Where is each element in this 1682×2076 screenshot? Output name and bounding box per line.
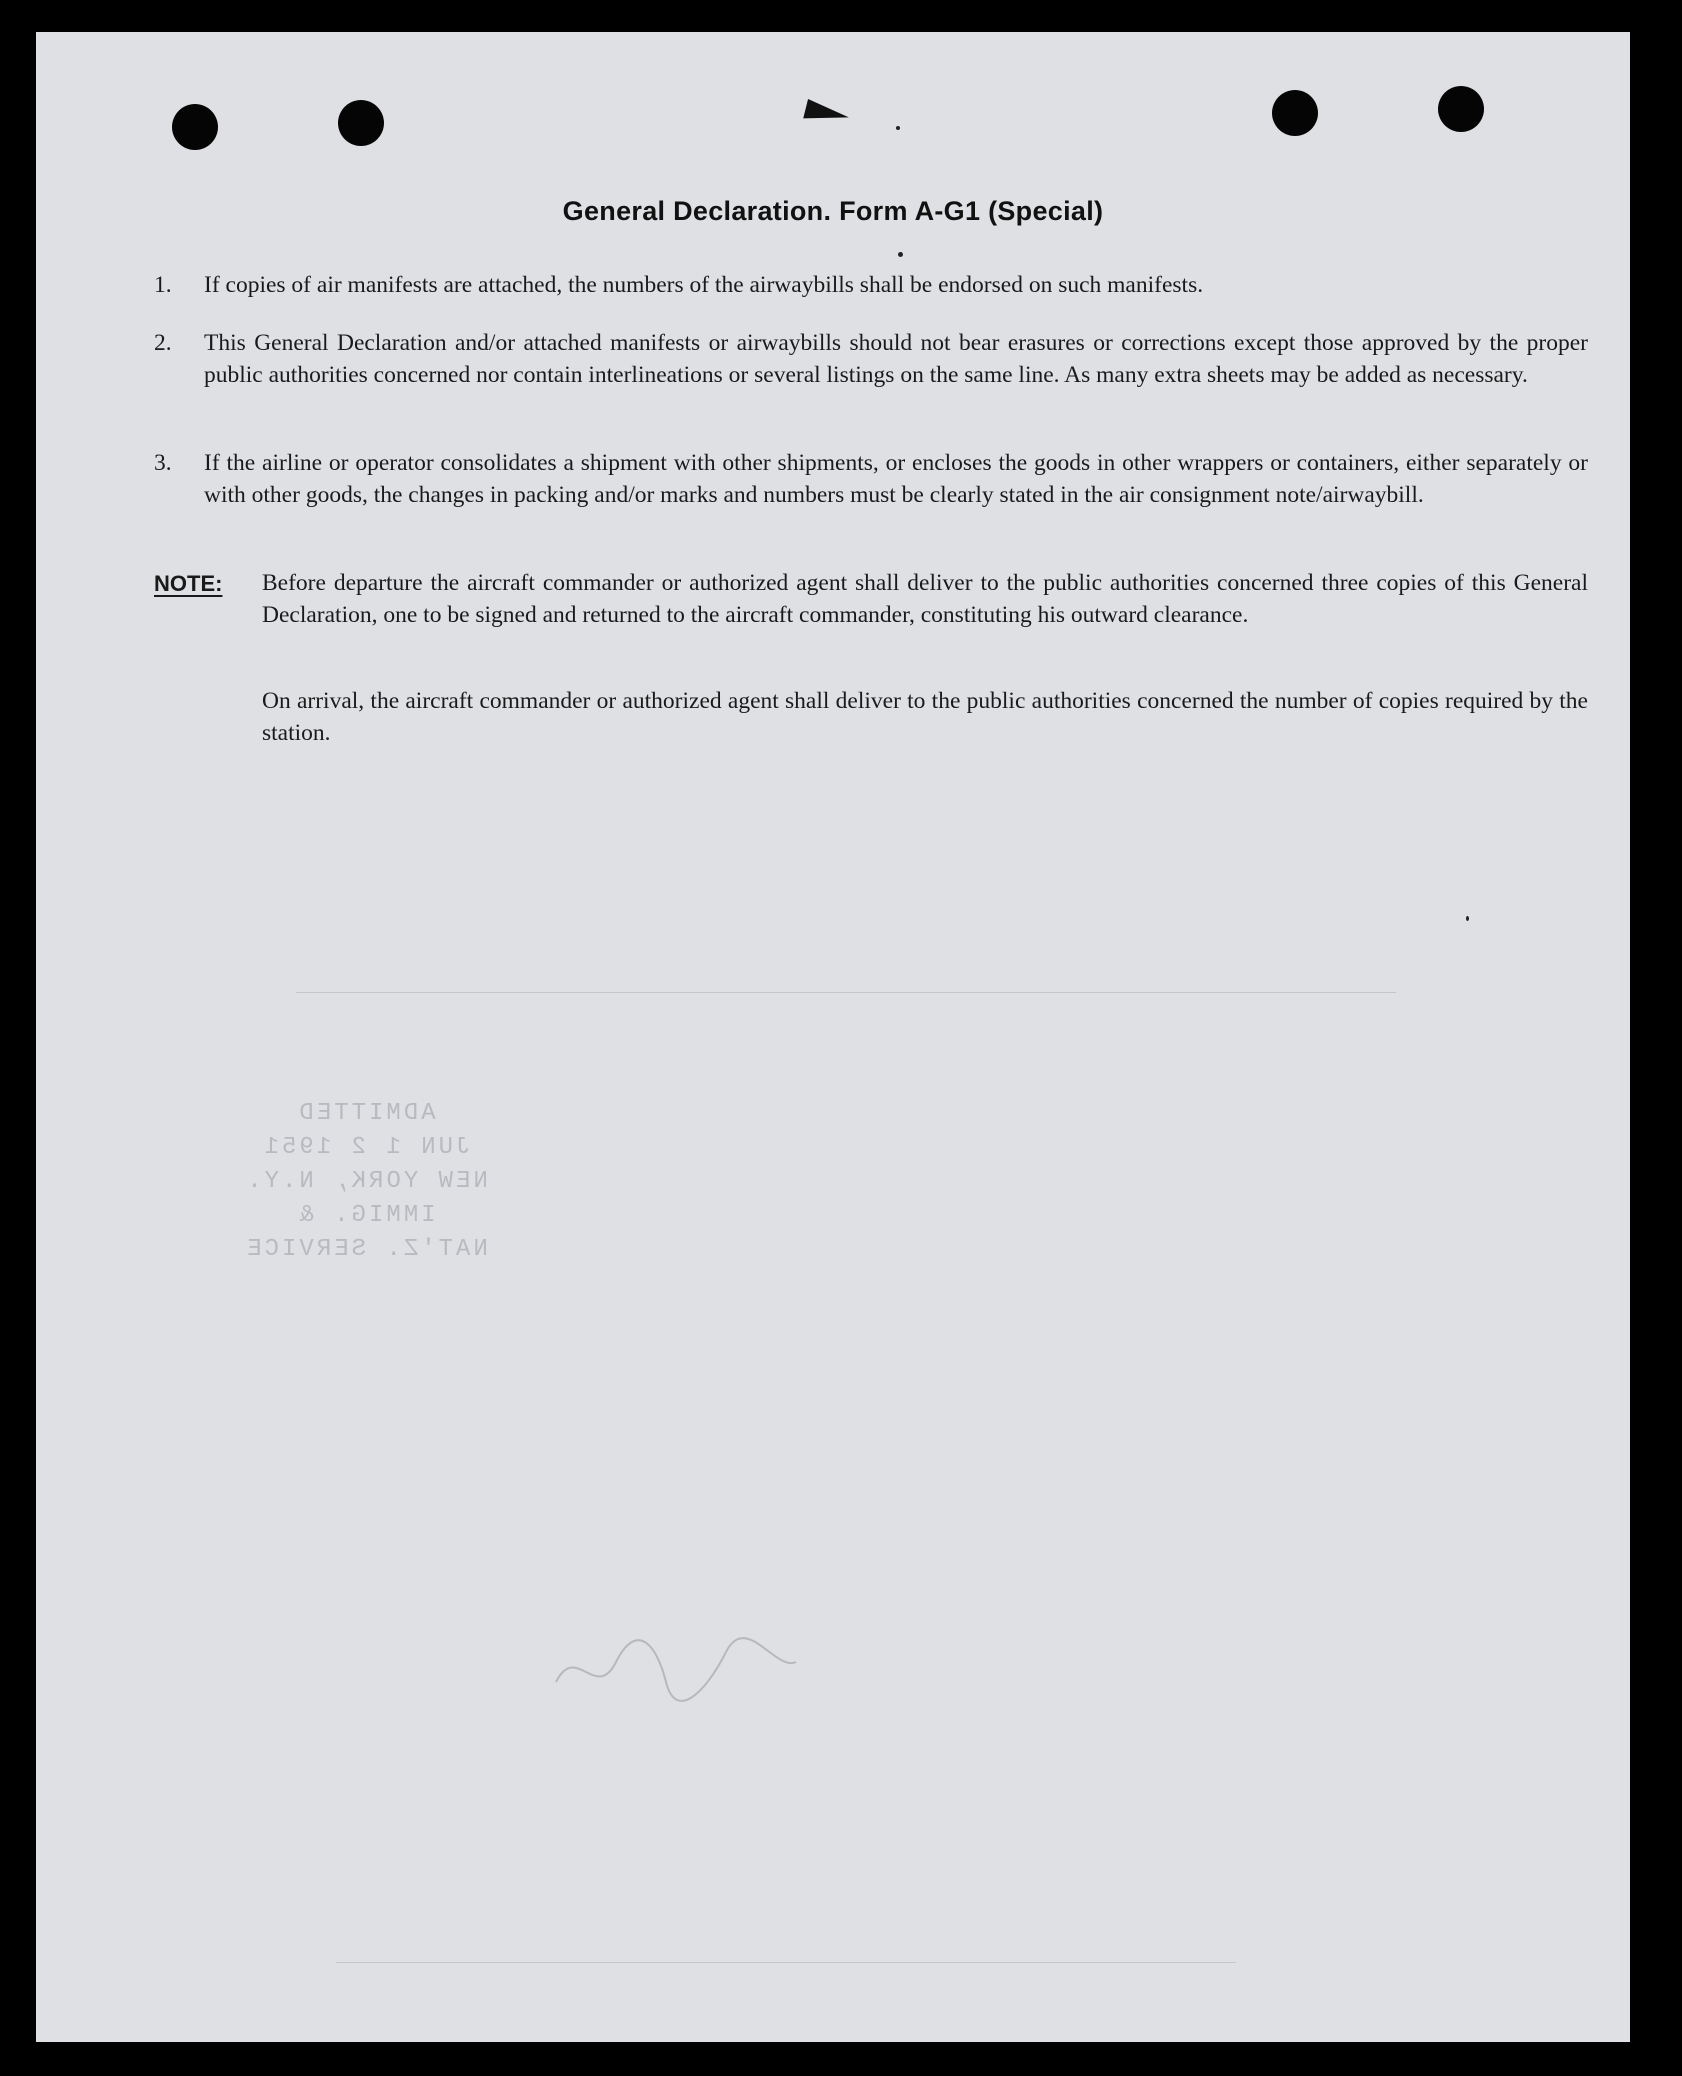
list-item [154, 270, 1588, 302]
punch-hole-icon [172, 104, 218, 150]
arrow-mark-icon [803, 99, 851, 129]
punch-hole-icon [338, 100, 384, 146]
item-number: 1. [154, 272, 172, 298]
note-section [154, 568, 1588, 631]
item-number: 3. [154, 450, 172, 476]
stamp-line: IMMIG. & NAT'Z. SERVICE [244, 1202, 488, 1263]
item-text: If copies of air manifests are attached, the numbers of the airwaybills shall be endorsed on such manifests. [204, 272, 1204, 298]
stamp-line: JUN 1 2 1951 [261, 1134, 471, 1161]
punch-hole-icon [1438, 86, 1484, 132]
list-item [154, 328, 1588, 391]
speck-mark [1466, 916, 1469, 921]
stamp-line: ADMITTED [296, 1100, 436, 1127]
speck-mark [898, 252, 903, 257]
page-title: General Declaration. Form A-G1 (Special) [562, 196, 1104, 226]
faint-stamp [236, 1097, 496, 1267]
item-number: 2. [154, 330, 172, 356]
faint-rule [336, 1962, 1236, 1963]
signature-mark [546, 1622, 806, 1712]
document-page [36, 32, 1630, 2042]
item-text: If the airline or operator consolidates a shipment with other shipments, or encloses the goods in other wrappers or containers, either separately or with other goods, the changes in packing and/or marks and numbers must be clearly stated in the air consignment note/airwaybill. [204, 450, 1588, 508]
speck-mark [896, 126, 900, 130]
stamp-line: NEW YORK, N.Y. [244, 1168, 488, 1195]
note-label: NOTE: [154, 571, 223, 596]
note-paragraph-2: On arrival, the aircraft commander or authorized agent shall deliver to the public authorities concerned the number of copies required by the station. [262, 688, 1588, 746]
faint-rule [296, 992, 1396, 993]
note-paragraph-1: Before departure the aircraft commander or authorized agent shall deliver to the public authorities concerned three copies of this General Declaration, one to be signed and returned to the aircraft commander, constituting his outward clearance. [262, 570, 1588, 628]
punch-hole-icon [1272, 90, 1318, 136]
list-item [154, 448, 1588, 511]
item-text: This General Declaration and/or attached manifests or airwaybills should not bear erasures or corrections except those approved by the proper public authorities concerned nor contain interlineations or several listings on the same line. As many extra sheets may be added as necessary. [204, 330, 1588, 388]
